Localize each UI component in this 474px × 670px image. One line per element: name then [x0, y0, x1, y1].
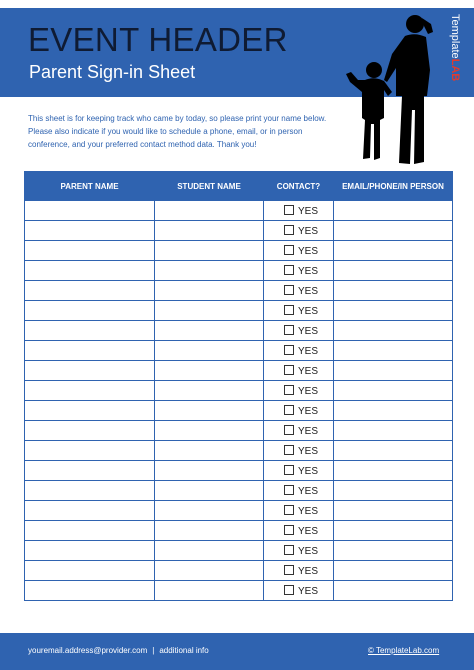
- student-name-cell[interactable]: [155, 541, 264, 561]
- contact-yes-label: YES: [298, 385, 319, 397]
- contact-cell: [264, 361, 334, 381]
- contact-yes-label: YES: [298, 545, 319, 557]
- contact-checkbox[interactable]: [284, 205, 294, 215]
- contact-checkbox[interactable]: [284, 345, 294, 355]
- contact-cell: [264, 441, 334, 461]
- table-header-row: [25, 172, 453, 201]
- contact-checkbox[interactable]: [284, 425, 294, 435]
- student-name-cell[interactable]: [155, 501, 264, 521]
- contact-yes-label: YES: [298, 505, 319, 517]
- parent-name-cell[interactable]: [25, 321, 155, 341]
- parent-name-cell[interactable]: [25, 521, 155, 541]
- contact-cell: [264, 221, 334, 241]
- student-name-cell[interactable]: [155, 281, 264, 301]
- student-name-cell[interactable]: [155, 421, 264, 441]
- student-name-cell[interactable]: [155, 401, 264, 421]
- table-row: [25, 381, 453, 401]
- column-header-contact: CONTACT?: [264, 172, 334, 201]
- student-name-cell[interactable]: [155, 441, 264, 461]
- contact-cell: [264, 561, 334, 581]
- table-row: [25, 301, 453, 321]
- contact-cell: [264, 481, 334, 501]
- contact-method-cell[interactable]: [334, 421, 453, 441]
- column-header-student-name: STUDENT NAME: [155, 172, 264, 201]
- contact-checkbox[interactable]: [284, 385, 294, 395]
- contact-method-cell[interactable]: [334, 281, 453, 301]
- contact-cell: [264, 281, 334, 301]
- contact-method-cell[interactable]: [334, 561, 453, 581]
- contact-cell: [264, 341, 334, 361]
- parent-name-cell[interactable]: [25, 381, 155, 401]
- table-row: [25, 441, 453, 461]
- brand-text: Template: [449, 14, 461, 59]
- parent-name-cell[interactable]: [25, 341, 155, 361]
- parent-name-cell[interactable]: [25, 461, 155, 481]
- table-row: [25, 341, 453, 361]
- parent-name-cell[interactable]: [25, 561, 155, 581]
- contact-method-cell[interactable]: [334, 581, 453, 601]
- student-name-cell[interactable]: [155, 261, 264, 281]
- contact-checkbox[interactable]: [284, 245, 294, 255]
- table-row: [25, 421, 453, 441]
- footer-separator: |: [152, 646, 155, 655]
- intro-text: This sheet is for keeping track who came by today, so please print your name below. Please also indicate if you would like to schedule a phone, email, or in person conference, and your preferred contact method data. Thank you!: [28, 114, 327, 149]
- table-row: [25, 541, 453, 561]
- contact-cell: [264, 521, 334, 541]
- parent-name-cell[interactable]: [25, 421, 155, 441]
- parent-name-cell[interactable]: [25, 281, 155, 301]
- contact-yes-label: YES: [298, 305, 319, 317]
- parent-name-cell[interactable]: [25, 501, 155, 521]
- contact-checkbox[interactable]: [284, 225, 294, 235]
- contact-method-cell[interactable]: [334, 341, 453, 361]
- contact-method-cell[interactable]: [334, 521, 453, 541]
- contact-method-cell[interactable]: [334, 201, 453, 221]
- column-header-method: EMAIL/PHONE/IN PERSON: [334, 172, 453, 201]
- parent-name-cell[interactable]: [25, 201, 155, 221]
- table-row: [25, 201, 453, 221]
- contact-cell: [264, 241, 334, 261]
- contact-yes-label: YES: [298, 445, 319, 457]
- student-name-cell[interactable]: [155, 581, 264, 601]
- contact-method-cell[interactable]: [334, 501, 453, 521]
- contact-yes-label: YES: [298, 205, 319, 217]
- contact-checkbox[interactable]: [284, 505, 294, 515]
- contact-checkbox[interactable]: [284, 445, 294, 455]
- contact-method-cell[interactable]: [334, 381, 453, 401]
- contact-yes-label: YES: [298, 225, 319, 237]
- table-row: [25, 321, 453, 341]
- contact-cell: [264, 201, 334, 221]
- contact-cell: [264, 381, 334, 401]
- contact-method-cell[interactable]: [334, 261, 453, 281]
- table-row: [25, 221, 453, 241]
- student-name-cell[interactable]: [155, 481, 264, 501]
- table-row: [25, 241, 453, 261]
- parent-name-cell[interactable]: [25, 541, 155, 561]
- contact-method-cell[interactable]: [334, 361, 453, 381]
- contact-yes-label: YES: [298, 525, 319, 537]
- parent-name-cell[interactable]: [25, 441, 155, 461]
- contact-method-cell[interactable]: [334, 461, 453, 481]
- table-row: [25, 501, 453, 521]
- footer-email[interactable]: youremail.address@provider.com: [28, 646, 148, 655]
- contact-method-cell[interactable]: [334, 321, 453, 341]
- table-row: [25, 401, 453, 421]
- contact-method-cell[interactable]: [334, 241, 453, 261]
- contact-checkbox[interactable]: [284, 565, 294, 575]
- contact-yes-label: YES: [298, 345, 319, 357]
- contact-cell: [264, 581, 334, 601]
- sign-in-table: [24, 171, 453, 601]
- contact-checkbox[interactable]: [284, 405, 294, 415]
- contact-yes-label: YES: [298, 245, 319, 257]
- contact-yes-label: YES: [298, 565, 319, 577]
- contact-method-cell[interactable]: [334, 541, 453, 561]
- sheet-subtitle: Parent Sign-in Sheet: [29, 62, 196, 82]
- student-name-cell[interactable]: [155, 341, 264, 361]
- student-name-cell[interactable]: [155, 381, 264, 401]
- footer-copyright-link[interactable]: © TemplateLab.com: [368, 646, 440, 655]
- contact-method-cell[interactable]: [334, 401, 453, 421]
- contact-checkbox[interactable]: [284, 325, 294, 335]
- footer-info: additional info: [159, 646, 209, 655]
- contact-checkbox[interactable]: [284, 305, 294, 315]
- contact-checkbox[interactable]: [284, 545, 294, 555]
- column-header-parent-name: PARENT NAME: [25, 172, 155, 201]
- contact-yes-label: YES: [298, 265, 319, 277]
- table-row: [25, 281, 453, 301]
- table-row: [25, 521, 453, 541]
- contact-yes-label: YES: [298, 325, 319, 337]
- contact-method-cell[interactable]: [334, 481, 453, 501]
- student-name-cell[interactable]: [155, 201, 264, 221]
- parent-name-cell[interactable]: [25, 241, 155, 261]
- parent-and-child-silhouette-icon: [338, 10, 442, 166]
- contact-yes-label: YES: [298, 365, 319, 377]
- student-name-cell[interactable]: [155, 321, 264, 341]
- contact-cell: [264, 541, 334, 561]
- contact-cell: [264, 421, 334, 441]
- parent-name-cell[interactable]: [25, 301, 155, 321]
- table-row: [25, 261, 453, 281]
- student-name-cell[interactable]: [155, 561, 264, 581]
- table-row: [25, 581, 453, 601]
- contact-cell: [264, 501, 334, 521]
- contact-cell: [264, 321, 334, 341]
- event-title: EVENT HEADER: [28, 21, 288, 58]
- contact-checkbox[interactable]: [284, 365, 294, 375]
- contact-yes-label: YES: [298, 405, 319, 417]
- parent-name-cell[interactable]: [25, 581, 155, 601]
- contact-yes-label: YES: [298, 465, 319, 477]
- contact-method-cell[interactable]: [334, 441, 453, 461]
- brand-accent: LAB: [449, 58, 461, 82]
- parent-name-cell[interactable]: [25, 221, 155, 241]
- parent-name-cell[interactable]: [25, 401, 155, 421]
- brand-logo: [448, 14, 462, 84]
- student-name-cell[interactable]: [155, 221, 264, 241]
- student-name-cell[interactable]: [155, 521, 264, 541]
- table-row: [25, 561, 453, 581]
- parent-name-cell[interactable]: [25, 361, 155, 381]
- table-row: [25, 461, 453, 481]
- contact-cell: [264, 261, 334, 281]
- student-name-cell[interactable]: [155, 241, 264, 261]
- contact-method-cell[interactable]: [334, 301, 453, 321]
- contact-checkbox[interactable]: [284, 285, 294, 295]
- contact-method-cell[interactable]: [334, 221, 453, 241]
- footer-contact: [28, 646, 209, 655]
- student-name-cell[interactable]: [155, 301, 264, 321]
- table-row: [25, 481, 453, 501]
- contact-checkbox[interactable]: [284, 465, 294, 475]
- contact-checkbox[interactable]: [284, 525, 294, 535]
- contact-cell: [264, 401, 334, 421]
- contact-cell: [264, 301, 334, 321]
- contact-checkbox[interactable]: [284, 585, 294, 595]
- contact-cell: [264, 461, 334, 481]
- contact-checkbox[interactable]: [284, 265, 294, 275]
- contact-yes-label: YES: [298, 585, 319, 597]
- contact-checkbox[interactable]: [284, 485, 294, 495]
- contact-yes-label: YES: [298, 485, 319, 497]
- student-name-cell[interactable]: [155, 361, 264, 381]
- student-name-cell[interactable]: [155, 461, 264, 481]
- contact-yes-label: YES: [298, 285, 319, 297]
- parent-name-cell[interactable]: [25, 261, 155, 281]
- table-row: [25, 361, 453, 381]
- contact-yes-label: YES: [298, 425, 319, 437]
- parent-name-cell[interactable]: [25, 481, 155, 501]
